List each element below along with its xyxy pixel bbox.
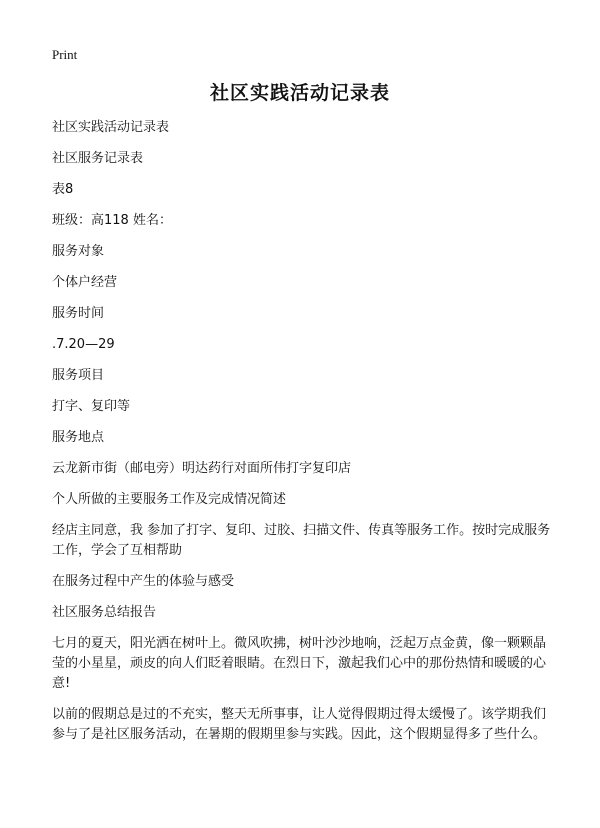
service-time-value: .7.20—29 <box>52 337 115 352</box>
document-body <box>52 118 552 756</box>
service-target-value: 个体户经营 <box>52 275 118 290</box>
form-heading: 社区实践活动记录表 <box>52 120 170 135</box>
table-number: 表8 <box>52 182 74 197</box>
report-paragraph-2: 以前的假期总是过的不充实，整天无所事事，让人觉得假期过得太缓慢了。该学期我们参与了是社区服务活动，在暑期的假期里参与实践。因此，这个假期显得多了些什么。 <box>52 707 547 742</box>
report-heading: 社区服务总结报告 <box>52 605 157 620</box>
experience-label: 在服务过程中产生的体验与感受 <box>52 574 235 589</box>
print-link[interactable]: Print <box>52 47 78 62</box>
work-summary-paragraph: 经店主同意，我 参加了打字、复印、过胶、扫描文件、传真等服务工作。按时完成服务工作，学会了互相帮助 <box>52 523 551 558</box>
form-subheading: 社区服务记录表 <box>52 151 144 166</box>
report-paragraph-1: 七月的夏天，阳光洒在树叶上。微风吹拂，树叶沙沙地响，泛起万点金黄，像一颗颗晶莹的小星星，顽皮的向人们眨着眼睛。在烈日下，激起我们心中的那份热情和暖暖的心意! <box>52 636 547 691</box>
service-target-label: 服务对象 <box>52 244 105 259</box>
service-location-value: 云龙新市街（邮电旁）明达药行对面所伟打字复印店 <box>52 461 352 476</box>
service-item-value: 打字、复印等 <box>52 399 131 414</box>
service-time-label: 服务时间 <box>52 306 105 321</box>
class-name-field: 班级：高118 姓名： <box>52 213 172 228</box>
service-item-label: 服务项目 <box>52 368 105 383</box>
work-summary-label: 个人所做的主要服务工作及完成情况简述 <box>52 492 287 507</box>
document-title: 社区实践活动记录表 <box>209 82 390 104</box>
service-location-label: 服务地点 <box>52 430 105 445</box>
